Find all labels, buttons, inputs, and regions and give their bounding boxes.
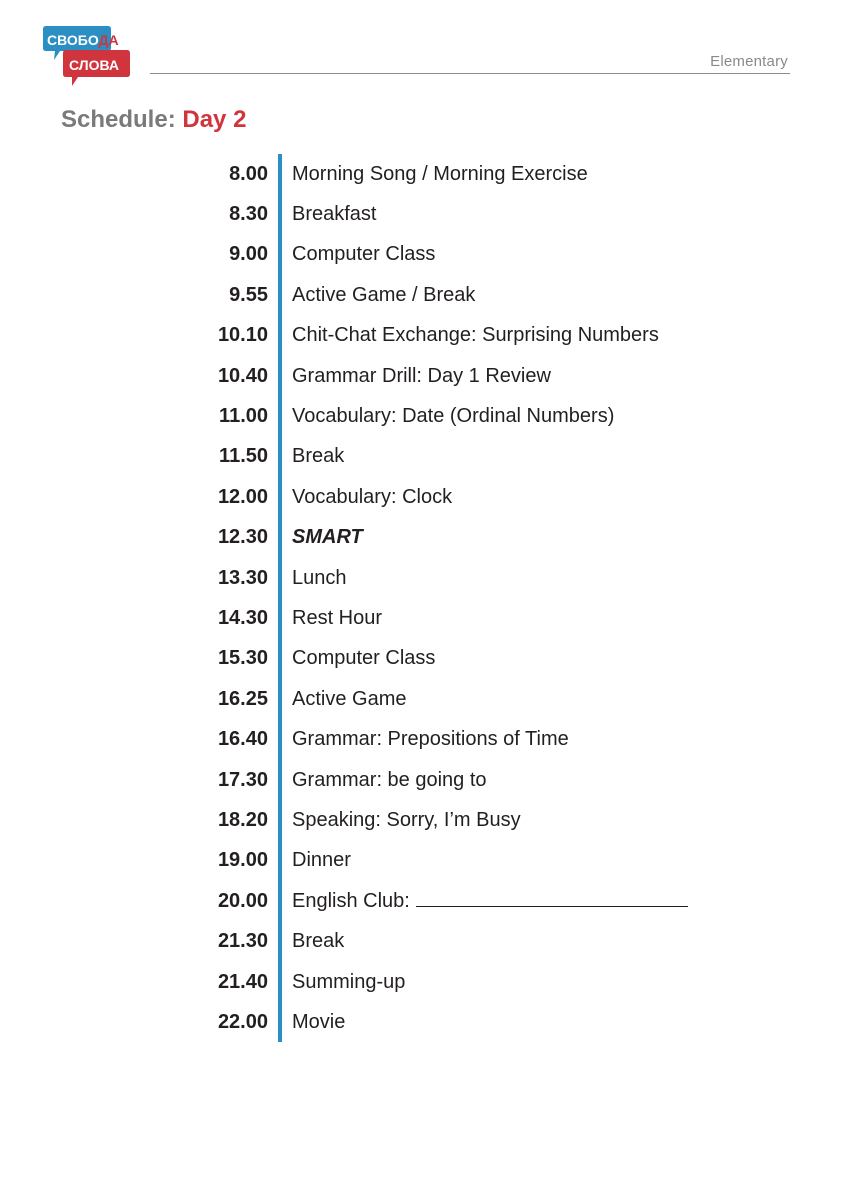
schedule-activity: [292, 163, 588, 186]
schedule-activity-text: Vocabulary: Date (Ordinal Numbers): [292, 405, 615, 428]
schedule-time: 9.55: [229, 283, 268, 306]
schedule-row: [0, 518, 849, 558]
schedule-activity: [292, 728, 569, 751]
schedule-activity: [292, 688, 406, 711]
schedule-activity: [292, 890, 688, 913]
schedule-activity: [292, 607, 382, 630]
schedule-time: 19.00: [217, 849, 268, 872]
schedule-row: [0, 154, 849, 194]
schedule-activity-text: Speaking: Sorry, I’m Busy: [292, 808, 521, 831]
schedule-time: 12.00: [217, 485, 268, 508]
schedule-row: [0, 598, 849, 638]
speech-bubbles-logo-icon: [42, 24, 132, 94]
schedule-activity: [292, 1011, 345, 1034]
schedule-activity-text: SMART: [292, 526, 363, 549]
schedule-time: 13.30: [217, 566, 268, 589]
schedule-time: 11.00: [219, 405, 268, 428]
schedule-time: 12.30: [217, 526, 268, 549]
schedule-row: [0, 921, 849, 961]
schedule-activity-text: Vocabulary: Clock: [292, 485, 453, 508]
schedule-list: [0, 154, 849, 1043]
schedule-activity: [292, 930, 344, 953]
schedule-activity-text: Grammar: Prepositions of Time: [292, 728, 569, 751]
schedule-time: 15.30: [217, 647, 268, 670]
schedule-activity-text: Grammar Drill: Day 1 Review: [292, 364, 551, 387]
level-label: Elementary: [710, 53, 788, 70]
schedule-activity: [292, 769, 487, 792]
schedule-row: [0, 639, 849, 679]
schedule-time: 16.40: [217, 728, 268, 751]
fill-in-blank-line: [416, 905, 688, 907]
schedule-row: [0, 396, 849, 436]
schedule-row: [0, 316, 849, 356]
schedule-activity: [292, 445, 344, 468]
title-label: Schedule:: [61, 106, 176, 133]
schedule-time: 21.30: [217, 930, 268, 953]
schedule-time: 11.50: [219, 445, 268, 468]
schedule-row: [0, 760, 849, 800]
schedule-time: 10.40: [217, 364, 268, 387]
logo: [42, 24, 132, 94]
schedule-activity-text: Rest Hour: [292, 606, 383, 629]
schedule-time: 9.00: [229, 243, 268, 266]
schedule-activity-text: Break: [292, 930, 345, 953]
schedule-activity-text: Grammar: be going to: [292, 768, 487, 791]
schedule-activity: [292, 486, 452, 509]
schedule-row: [0, 194, 849, 234]
schedule-time: 8.30: [229, 203, 268, 226]
schedule-activity-text: Break: [292, 445, 345, 468]
schedule-activity: [292, 203, 376, 226]
schedule-activity-text: Active Game / Break: [292, 283, 476, 306]
schedule-time: 8.00: [229, 162, 268, 185]
schedule-activity-text: Morning Song / Morning Exercise: [292, 162, 588, 185]
schedule-activity: [292, 284, 475, 307]
schedule-activity: [292, 324, 659, 347]
schedule-activity-text: Breakfast: [292, 203, 377, 226]
schedule-activity-text: Computer Class: [292, 243, 436, 266]
schedule-row: [0, 800, 849, 840]
schedule-activity-text: Summing-up: [292, 970, 406, 993]
schedule-activity-text: Active Game: [292, 687, 407, 710]
schedule-row: [0, 437, 849, 477]
schedule-row: [0, 962, 849, 1002]
schedule-row: [0, 558, 849, 598]
schedule-activity: [292, 809, 521, 832]
schedule-activity: [292, 365, 551, 388]
page-title: [61, 106, 246, 134]
schedule-time: 18.20: [217, 808, 268, 831]
title-day: Day 2: [182, 106, 247, 133]
schedule-activity-text: Dinner: [292, 849, 351, 872]
schedule-row: [0, 356, 849, 396]
schedule-time: 20.00: [217, 889, 268, 912]
schedule-activity-text: Movie: [292, 1010, 346, 1033]
schedule-activity: [292, 849, 351, 872]
schedule-time: 22.00: [217, 1010, 268, 1033]
schedule-time: 14.30: [217, 606, 268, 629]
schedule-activity-text: English Club:: [292, 889, 410, 912]
logo-text-1: СВОБОДА: [47, 32, 119, 48]
schedule-activity-text: Lunch: [292, 566, 347, 589]
schedule-time: 10.10: [217, 324, 268, 347]
schedule-activity-text: Computer Class: [292, 647, 436, 670]
schedule-row: [0, 679, 849, 719]
schedule-activity: [292, 405, 614, 428]
logo-text-2: СЛОВА: [69, 57, 119, 73]
header-divider: [150, 73, 790, 74]
schedule-activity: [292, 526, 363, 549]
schedule-row: [0, 841, 849, 881]
schedule-row: [0, 881, 849, 921]
schedule-activity: [292, 567, 347, 590]
schedule-activity: [292, 971, 405, 994]
schedule-time: 17.30: [217, 768, 268, 791]
schedule-activity-text: Chit-Chat Exchange: Surprising Numbers: [292, 324, 659, 347]
schedule-activity: [292, 647, 435, 670]
schedule-activity: [292, 243, 435, 266]
schedule-row: [0, 719, 849, 759]
schedule-time: 21.40: [217, 970, 268, 993]
schedule-row: [0, 477, 849, 517]
schedule-time: 16.25: [217, 687, 268, 710]
schedule-row: [0, 235, 849, 275]
schedule-row: [0, 1002, 849, 1042]
schedule-row: [0, 275, 849, 315]
